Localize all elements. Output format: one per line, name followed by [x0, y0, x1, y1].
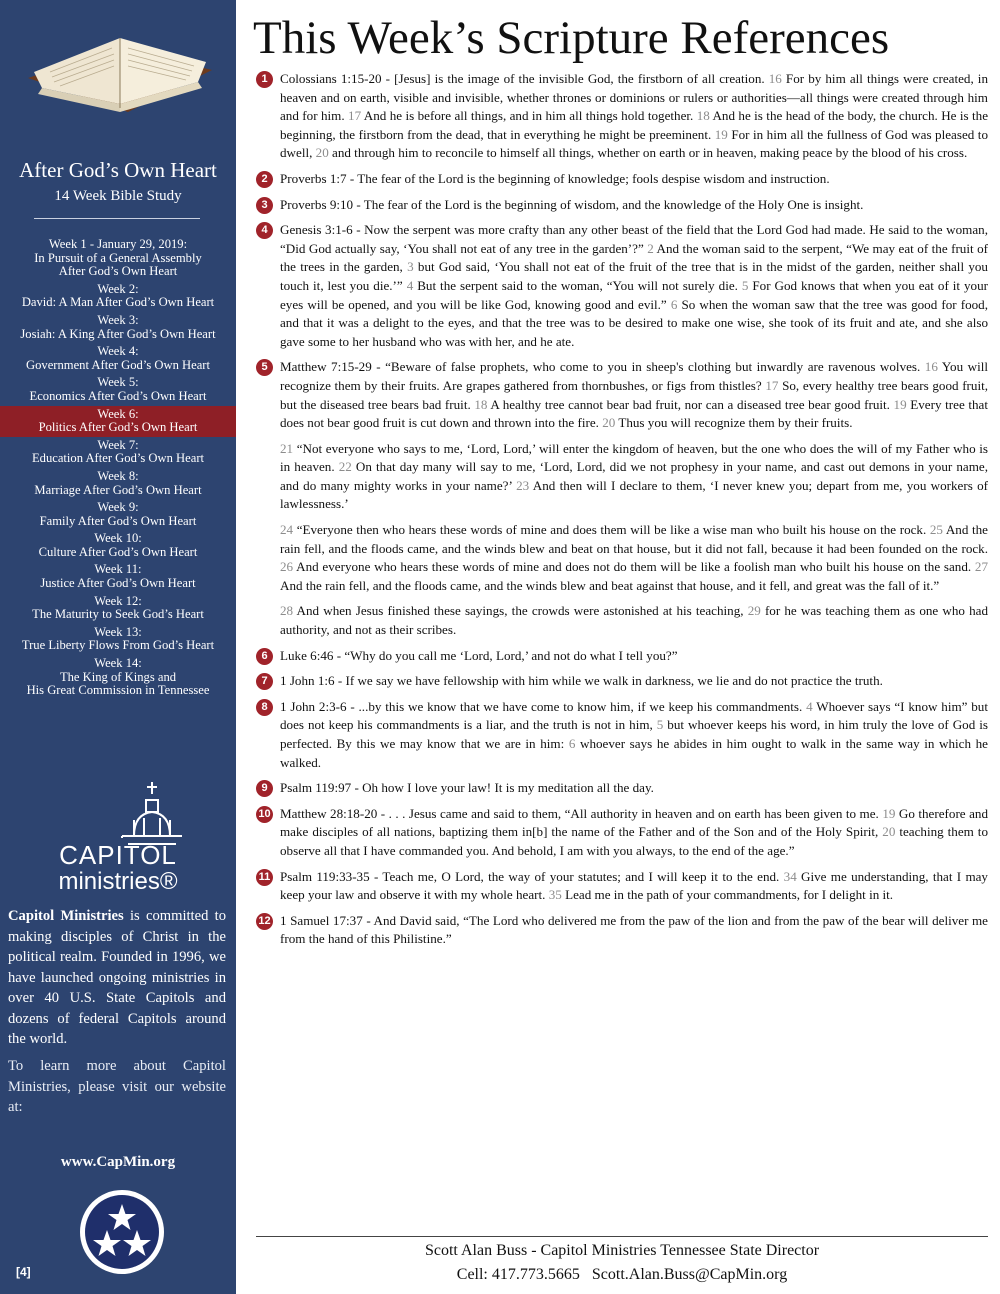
week-title: Josiah: A King After God’s Own Heart	[20, 326, 216, 341]
scripture-text: Psalm 119:97 - Oh how I love your law! It is my meditation all the day.	[280, 780, 654, 796]
week-title: The Maturity to Seek God’s Heart	[32, 607, 204, 622]
week-title: Education After God’s Own Heart	[31, 451, 205, 466]
week-title: In Pursuit of a General Assembly	[34, 250, 202, 265]
footer-director-name: Scott Alan Buss - Capitol Ministries Tennessee State Director	[424, 1242, 820, 1259]
verse-number: 17	[348, 108, 362, 124]
verse-number: 16	[924, 359, 938, 375]
week-title: The King of Kings and	[59, 669, 177, 684]
scripture-text: Every tree that does not bear good fruit is cut down and thrown into the fire.	[280, 396, 988, 431]
reference-number-badge: 2	[256, 171, 273, 188]
verse-number: 21	[280, 440, 294, 456]
scripture-reference	[258, 170, 988, 189]
reference-number-badge: 6	[256, 648, 273, 665]
week-item	[0, 281, 236, 312]
scripture-text: Psalm 119:33-35 - Teach me, O Lord, the way of your statutes; and I will keep it to the end.	[280, 868, 784, 884]
week-title: Economics After God’s Own Heart	[29, 388, 207, 403]
verse-number: 26	[280, 559, 294, 575]
scripture-reference	[258, 647, 988, 666]
week-title: David: A Man After God’s Own Heart	[21, 295, 215, 310]
week-label: Week 10:	[94, 531, 142, 546]
verse-number: 5	[741, 277, 749, 293]
scripture-text: but whoever keeps his word, in him truly the love of God is perfected. By this we may know that we are in him:	[280, 717, 988, 751]
scripture-text: Lead me in the path of your commandments, for I delight in it.	[561, 887, 894, 903]
verse-number: 19	[882, 805, 896, 821]
scripture-reference	[258, 912, 988, 949]
study-title: After God’s Own Heart	[19, 158, 217, 182]
scripture-text: So when the woman saw that the tree was good for food, and that it was a delight to the eyes, and that the tree was to be desired to make one wise, she took of its fruit and ate, and she also gave some to her husband who was with her, and he ate.	[280, 296, 988, 349]
week-label: Week 1 - January 29, 2019:	[48, 237, 188, 251]
brand-name-ministries: ministries®	[58, 868, 178, 895]
scripture-text: 1 Samuel 17:37 - And David said, “The Lord who delivered me from the paw of the lion and from the paw of the bear will deliver me from the hand of this Philistine.”	[280, 912, 988, 947]
scripture-reference	[258, 358, 988, 432]
week-title-line2: After God’s Own Heart	[58, 264, 178, 279]
footer-divider	[256, 1236, 988, 1237]
week-item	[0, 499, 236, 530]
scripture-text: 1 John 1:6 - If we say we have fellowship with him while we walk in darkness, we lie and do not practice the truth.	[280, 673, 883, 689]
scripture-text: And the woman said to the serpent, “We may eat of the fruit of the trees in the garden,	[280, 240, 988, 275]
verse-number: 5	[656, 717, 664, 733]
scripture-text: Thus you will recognize them by their fruits.	[615, 415, 853, 431]
week-title: Family After God’s Own Heart	[39, 513, 197, 528]
scripture-text: Matthew 7:15-29 - “Beware of false prophets, who come to you in sheep's clothing but inwardly are ravenous wolves.	[280, 359, 925, 375]
scripture-text: Go therefore and make disciples of all nations, baptizing them in[b] the name of the Father and of the Son and of the Holy Spirit,	[280, 805, 988, 840]
week-label: Week 2:	[97, 281, 139, 296]
scripture-text: teaching them to observe all that I have commanded you. And behold, I am with you always, to the end of the age.”	[280, 824, 988, 858]
page-number: [4]	[16, 1265, 31, 1279]
verse-number: 6	[670, 296, 678, 312]
scripture-text: but God said, ‘You shall not eat of the fruit of the tree that is in the midst of the garden, neither shall you touch it, lest you die.’”	[280, 259, 988, 293]
verse-number: 20	[315, 145, 329, 161]
week-label: Week 11:	[94, 562, 142, 577]
footer-email[interactable]: Scott.Alan.Buss@CapMin.org	[591, 1266, 788, 1283]
verse-number: 23	[516, 477, 530, 493]
scripture-reference	[258, 805, 988, 861]
scripture-text: On that day many will say to me, ‘Lord, Lord, did we not prophesy in your name, and cast out demons in your name, and do many mighty works in your name?’	[280, 459, 988, 493]
verse-number: 35	[548, 887, 562, 903]
week-item	[0, 406, 236, 437]
verse-number: 19	[714, 126, 728, 142]
reference-number-badge: 12	[256, 913, 273, 930]
scripture-text: For in him all the fullness of God was pleased to dwell,	[280, 126, 988, 161]
scripture-reference	[258, 196, 988, 215]
scripture-text: Luke 6:46 - “Why do you call me ‘Lord, Lord,’ and not do what I tell you?”	[280, 647, 678, 663]
scripture-text: And the rain fell, and the floods came, and the winds blew and beat against that house, and it fell, and great was the fall of it.”	[280, 577, 940, 593]
visit-text: To learn more about Capitol Ministries, please visit our website at:	[8, 1058, 226, 1115]
week-label: Week 6:	[97, 406, 139, 421]
scripture-text: Matthew 28:18-20 - . . . Jesus came and said to them, “All authority in heaven and on earth has been given to me.	[280, 805, 883, 821]
open-bible-image	[20, 8, 220, 146]
scripture-text: whoever says he abides in him ought to walk in the same way in which he walked.	[280, 736, 988, 770]
week-title-line2: His Great Commission in Tennessee	[26, 683, 210, 698]
week-item	[0, 343, 236, 374]
scripture-text: 1 John 2:3-6 - ...by this we know that we have come to know him, if we keep his commandments.	[280, 698, 807, 714]
page-title: This Week’s Scripture References	[253, 12, 890, 64]
verse-number: 20	[602, 415, 616, 431]
website-link[interactable]: www.CapMin.org	[60, 1154, 176, 1170]
verse-number: 25	[929, 522, 943, 538]
verse-number: 19	[893, 396, 907, 412]
about-body: is committed to making disciples of Christ in the political realm. Founded in 1996, we have launched ongoing ministries in over 40 U.S. State Capitols and dozens of federal Capitols around the world.	[8, 908, 226, 1047]
scripture-text: “Not everyone who says to me, ‘Lord, Lord,’ will enter the kingdom of heaven, but the one who does the will of my Father who is in heaven.	[280, 440, 988, 475]
verse-number: 16	[768, 71, 782, 86]
scripture-text: And the rain fell, and the floods came, and the winds blew and beat on that house, but it did not fall, because it had been founded on the rock.	[280, 522, 988, 556]
week-item	[0, 593, 236, 624]
reference-number-badge: 8	[256, 699, 273, 716]
brand-name: CAPITOL	[59, 840, 177, 870]
scripture-text: Proverbs 9:10 - The fear of the Lord is the beginning of wisdom, and the knowledge of the Holy One is insight.	[280, 196, 864, 212]
scripture-text: And then will I declare to them, ‘I never knew you; depart from me, you workers of lawlessness.’	[280, 477, 988, 512]
week-item	[0, 530, 236, 561]
scripture-continuation	[258, 440, 988, 514]
reference-number-badge: 7	[256, 673, 273, 690]
week-label: Week 3:	[97, 312, 139, 327]
scripture-text: Colossians 1:15-20 - [Jesus] is the image of the invisible God, the firstborn of all creation.	[280, 71, 769, 86]
sidebar	[0, 0, 236, 1294]
verse-number: 34	[783, 868, 797, 884]
scripture-continuation	[258, 602, 988, 639]
scripture-text: But the serpent said to the woman, “You will not surely die.	[413, 277, 742, 293]
week-label: Week 4:	[97, 344, 139, 359]
week-label: Week 7:	[97, 437, 139, 452]
week-title: Marriage After God’s Own Heart	[34, 482, 202, 497]
scripture-text: “Everyone then who hears these words of mine and does them will be like a wise man who built his house on the rock.	[293, 522, 930, 538]
week-item	[0, 437, 236, 468]
week-title: Government After God’s Own Heart	[26, 357, 210, 372]
scripture-text: A healthy tree cannot bear bad fruit, nor can a diseased tree bear good fruit.	[487, 396, 894, 412]
scripture-text: Proverbs 1:7 - The fear of the Lord is the beginning of knowledge; fools despise wisdom and instruction.	[280, 170, 830, 186]
scripture-text: For by him all things were created, in heaven and on earth, visible and invisible, whether thrones or dominions or rulers or authorities—all things were created through him and for him.	[280, 71, 988, 124]
verse-number: 3	[407, 259, 414, 275]
study-subtitle: 14 Week Bible Study	[54, 188, 182, 204]
week-item	[0, 624, 236, 655]
scripture-text: And he is the head of the body, the church. He is the beginning, the firstborn from the dead, that in everything he might be preeminent.	[280, 108, 989, 142]
verse-number: 28	[280, 603, 294, 619]
verse-number: 20	[882, 824, 896, 840]
verse-number: 22	[338, 459, 352, 475]
scripture-text: and through him to reconcile to himself all things, whether on earth or in heaven, making peace by the blood of his cross.	[328, 145, 968, 161]
footer-contact	[256, 1266, 988, 1284]
scripture-reference	[258, 779, 988, 798]
scripture-text: Genesis 3:1-6 - Now the serpent was more crafty than any other beast of the field that the Lord God had made. He said to the woman, “Did God actually say, ‘You shall not eat of any tree in the garden’?”	[280, 222, 988, 256]
about-org-name: Capitol Ministries	[8, 908, 124, 924]
scripture-text: And everyone who hears these words of mine and does not do them will be like a foolish man who built his house on the sand.	[293, 559, 975, 575]
week-title: True Liberty Flows From God’s Heart	[21, 638, 215, 653]
reference-number-badge: 5	[256, 359, 273, 376]
reference-number-badge: 4	[256, 222, 273, 239]
divider	[34, 218, 200, 219]
scripture-text: Whoever says “I know him” but does not keep his commandments is a liar, and the truth is not in him,	[280, 698, 988, 733]
verse-number: 2	[647, 240, 654, 256]
week-label: Week 5:	[97, 375, 139, 390]
verse-number: 24	[280, 522, 294, 538]
week-label: Week 8:	[97, 468, 139, 483]
scripture-text: And when Jesus finished these sayings, the crowds were astonished at his teaching,	[293, 603, 748, 619]
week-item	[0, 236, 236, 281]
week-title: Culture After God’s Own Heart	[38, 544, 198, 559]
tennessee-stars-seal-icon	[78, 1188, 166, 1276]
scripture-text: Give me understanding, that I may keep your law and observe it with my whole heart.	[280, 868, 988, 903]
verse-number: 17	[765, 377, 779, 393]
scripture-text: For God knows that when you eat of it your eyes will be opened, and you will be like God, knowing good and evil.”	[280, 277, 988, 312]
scripture-reference	[258, 868, 988, 905]
verse-number: 18	[696, 108, 710, 124]
verse-number: 4	[806, 698, 813, 714]
scripture-text: And he is before all things, and in him all things hold together.	[361, 108, 697, 124]
week-label: Week 14:	[94, 656, 142, 671]
reference-number-badge: 1	[256, 71, 273, 88]
week-label: Week 13:	[94, 624, 142, 639]
about-text	[8, 906, 226, 1050]
week-item	[0, 655, 236, 700]
reference-number-badge: 3	[256, 197, 273, 214]
week-item	[0, 561, 236, 592]
week-title: Justice After God’s Own Heart	[40, 576, 196, 591]
verse-number: 18	[474, 396, 488, 412]
reference-number-badge: 10	[256, 806, 273, 823]
week-label: Week 9:	[97, 500, 139, 515]
verse-number: 6	[568, 736, 576, 751]
verse-number: 27	[974, 559, 988, 575]
verse-number: 29	[747, 603, 761, 619]
scripture-reference	[258, 672, 988, 691]
week-title: Politics After God’s Own Heart	[38, 420, 198, 435]
scripture-reference	[258, 221, 988, 351]
scripture-reference	[258, 698, 988, 772]
week-item	[0, 312, 236, 343]
scripture-text: for he was teaching them as one who had authority, and not as their scribes.	[280, 603, 988, 638]
week-label: Week 12:	[94, 593, 142, 608]
scripture-references	[258, 70, 988, 956]
footer-cell: Cell: 417.773.5665	[456, 1266, 580, 1283]
week-item	[0, 468, 236, 499]
scripture-reference	[258, 70, 988, 163]
week-list	[0, 236, 236, 700]
scripture-text: So, every healthy tree bears good fruit, but the diseased tree bears bad fruit.	[280, 377, 989, 412]
reference-number-badge: 9	[256, 780, 273, 797]
week-item	[0, 374, 236, 405]
verse-number: 4	[406, 277, 414, 293]
scripture-continuation	[258, 521, 988, 595]
reference-number-badge: 11	[256, 869, 273, 886]
scripture-text: You will recognize them by their fruits. Are grapes gathered from thornbushes, or figs from thistles?	[280, 359, 988, 393]
